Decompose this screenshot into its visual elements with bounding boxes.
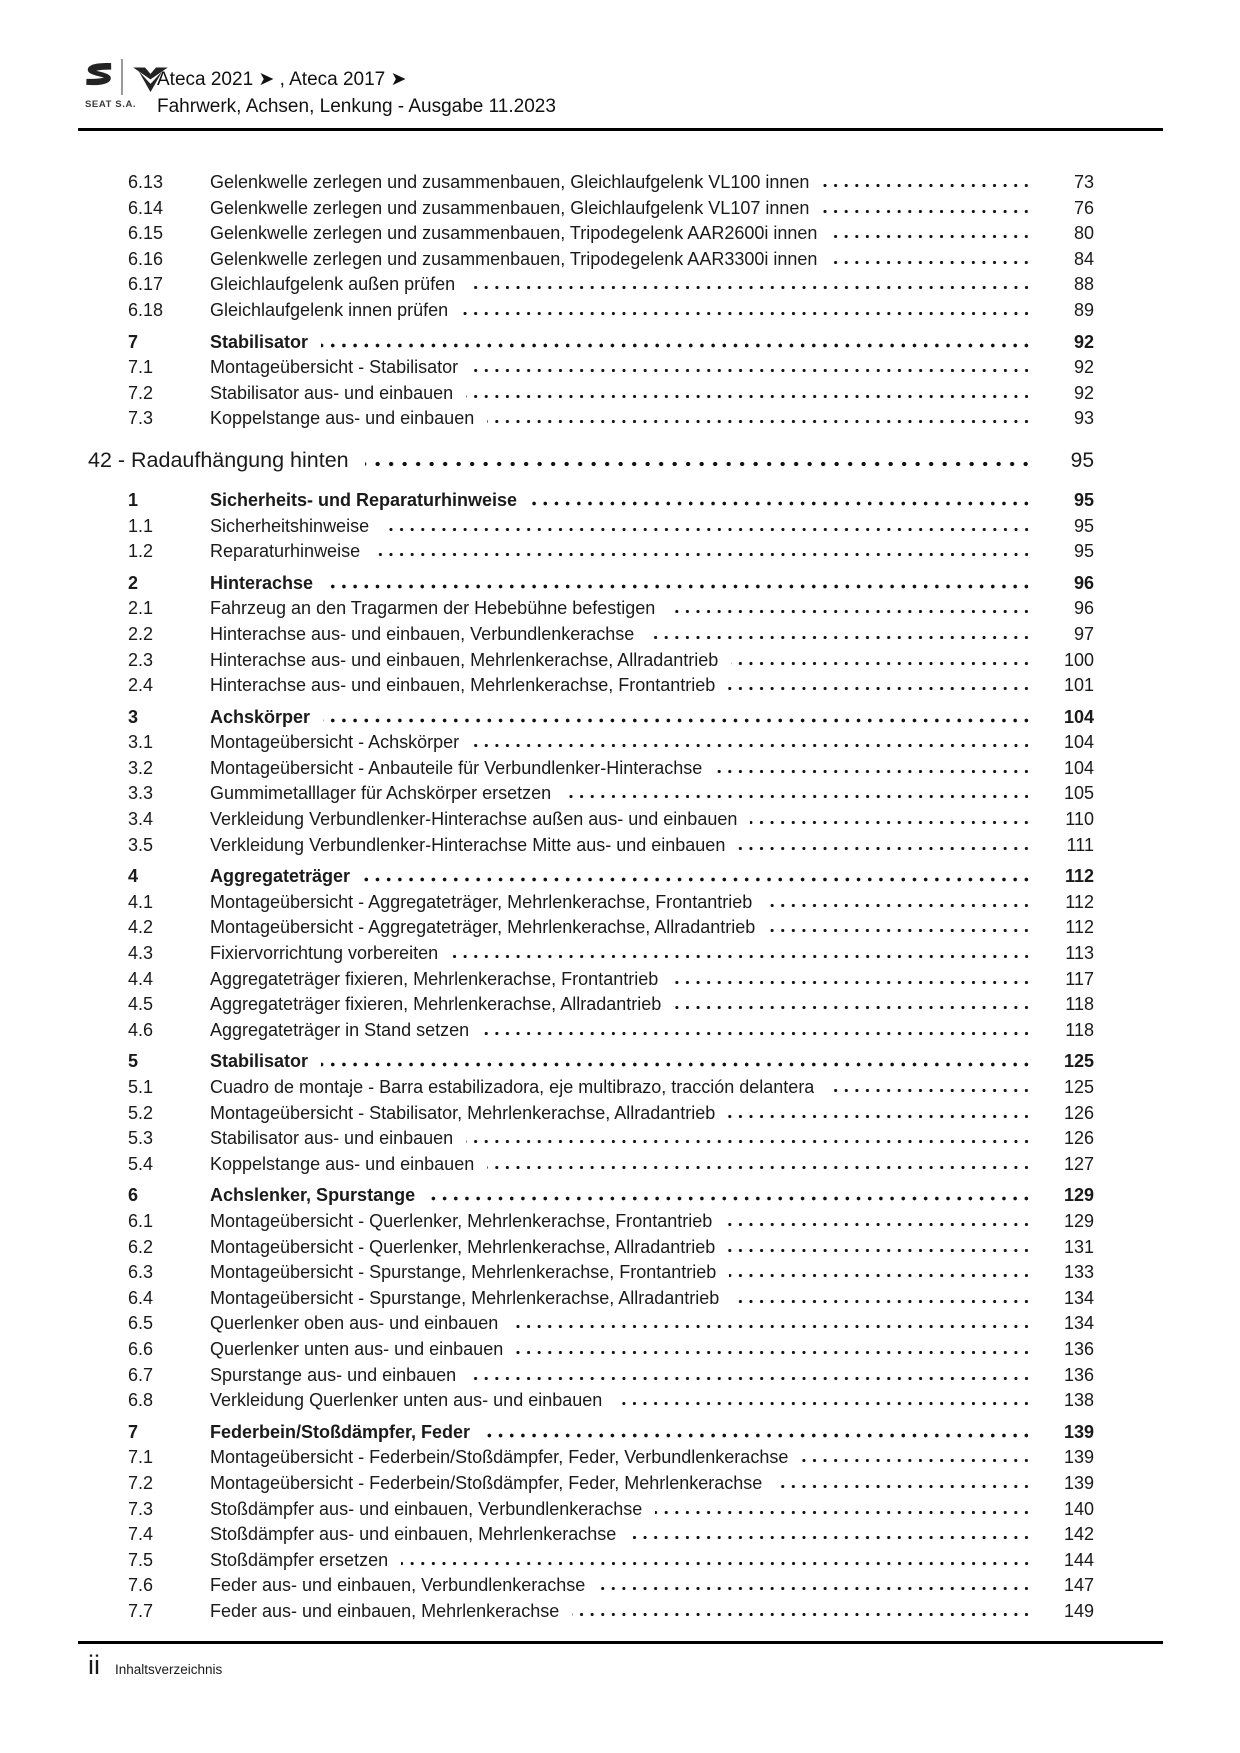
toc-entry-page: 100 <box>1063 649 1094 670</box>
toc-entry-number: 4 <box>128 866 139 887</box>
toc-entry-row[interactable] <box>88 1575 1094 1601</box>
dot-leader <box>365 461 1032 467</box>
toc-entry-row[interactable] <box>88 917 1094 943</box>
toc-entry-title: Hinterachse aus- und einbauen, Mehrlenkerachse, Allradantrieb <box>210 649 719 670</box>
toc-entry-number: 7.1 <box>128 357 154 378</box>
toc-chapter-page: 95 <box>1070 448 1094 472</box>
toc-entry-title: Reparaturhinweise <box>210 541 361 562</box>
toc-entry-row[interactable] <box>88 707 1094 733</box>
dot-leader <box>469 1376 1032 1381</box>
toc-entry-number: 6.17 <box>128 274 164 295</box>
toc-entry-page: 104 <box>1063 706 1094 727</box>
dot-leader <box>775 1484 1032 1489</box>
toc-entry-title: Achslenker, Spurstange <box>210 1185 416 1206</box>
toc-entry-page: 125 <box>1063 1051 1094 1072</box>
toc-entry-title: Stoßdämpfer aus- und einbauen, Verbundlenkerachse <box>210 1498 643 1519</box>
toc-entry-row[interactable] <box>88 408 1094 434</box>
toc-entry-page: 96 <box>1073 572 1094 593</box>
toc-entry-title: Stabilisator <box>210 1051 309 1072</box>
toc-entry-page: 129 <box>1063 1210 1094 1231</box>
toc-entry-page: 97 <box>1073 623 1094 644</box>
dot-leader <box>516 1350 1032 1355</box>
toc-entry-row[interactable] <box>88 198 1094 224</box>
toc-entry-page: 139 <box>1063 1472 1094 1493</box>
dot-leader <box>482 1031 1032 1036</box>
dot-leader <box>572 1612 1032 1617</box>
toc-entry-number: 4.1 <box>128 891 154 912</box>
toc-entry-number: 3 <box>128 706 139 727</box>
toc-entry-number: 4.5 <box>128 994 154 1015</box>
dot-leader <box>511 1324 1032 1329</box>
dot-leader <box>373 552 1032 557</box>
toc-entry-number: 3.2 <box>128 757 154 778</box>
toc-entry-page: 95 <box>1073 489 1094 510</box>
toc-entry-title: Verkleidung Querlenker unten aus- und einbauen <box>210 1390 603 1411</box>
toc-entry-row[interactable] <box>88 1524 1094 1550</box>
toc-entry-number: 6.7 <box>128 1364 154 1385</box>
toc-entry-page: 129 <box>1063 1185 1094 1206</box>
toc-entry-title: Koppelstange aus- und einbauen <box>210 1153 475 1174</box>
header-subtitle-line: Fahrwerk, Achsen, Lenkung - Ausgabe 11.2023 <box>157 95 556 117</box>
toc-entry-page: 80 <box>1073 223 1094 244</box>
toc-entry-number: 5.2 <box>128 1102 154 1123</box>
dot-leader <box>728 1248 1032 1253</box>
toc-chapter-title: 42 - Radaufhängung hinten <box>88 447 349 472</box>
brand-divider <box>121 59 123 95</box>
dot-leader <box>461 311 1032 316</box>
toc-entry-row[interactable] <box>88 357 1094 383</box>
toc-entry-page: 111 <box>1066 834 1094 855</box>
dot-leader <box>732 1299 1032 1304</box>
toc-entry-row[interactable] <box>88 1473 1094 1499</box>
toc-entry-title: Gummimetalllager für Achskörper ersetzen <box>210 783 552 804</box>
toc-entry-page: 88 <box>1073 274 1094 295</box>
dot-leader <box>487 1165 1032 1170</box>
toc-entry-number: 6.15 <box>128 223 164 244</box>
toc-entry-row[interactable] <box>88 1499 1094 1525</box>
toc-entry-number: 6.13 <box>128 172 164 192</box>
footer-rule <box>78 1641 1163 1644</box>
toc-entry-title: Aggregateträger <box>210 866 351 887</box>
dot-leader <box>451 954 1032 959</box>
toc-entry-page: 92 <box>1073 331 1094 352</box>
toc-entry-row[interactable] <box>88 383 1094 409</box>
dot-leader <box>326 584 1032 589</box>
page-footer <box>88 1650 222 1680</box>
toc-entry-page: 127 <box>1063 1153 1094 1174</box>
toc-entry-title: Stoßdämpfer aus- und einbauen, Mehrlenkerachse <box>210 1524 617 1545</box>
toc-entry-page: 126 <box>1063 1102 1094 1123</box>
dot-leader <box>323 718 1032 723</box>
dot-leader <box>363 877 1032 882</box>
toc-entry-number: 3.3 <box>128 783 154 804</box>
toc-entry-title: Montageübersicht - Stabilisator <box>210 357 459 378</box>
toc-entry-page: 142 <box>1063 1524 1094 1545</box>
toc-entry-row[interactable] <box>88 1262 1094 1288</box>
toc-entry-title: Verkleidung Verbundlenker-Hinterachse Mitte aus- und einbauen <box>210 834 726 855</box>
toc-entry-row[interactable] <box>88 809 1094 835</box>
toc-entry-title: Gelenkwelle zerlegen und zusammenbauen, Tripodegelenk AAR2600i innen <box>210 223 818 244</box>
toc-entry-row[interactable] <box>88 732 1094 758</box>
dot-leader <box>830 234 1032 239</box>
toc-entry-row[interactable] <box>88 1365 1094 1391</box>
toc-entry-number: 7 <box>128 1421 139 1442</box>
toc-entry-row[interactable] <box>88 274 1094 300</box>
toc-entry-row[interactable] <box>88 1313 1094 1339</box>
dot-leader <box>321 343 1032 348</box>
dot-leader <box>483 1433 1032 1438</box>
toc-entry-title: Gelenkwelle zerlegen und zusammenbauen, Gleichlaufgelenk VL107 innen <box>210 197 810 218</box>
toc-entry-number: 2.1 <box>128 598 154 619</box>
toc-entry-page: 93 <box>1073 408 1094 429</box>
toc-entry-page: 110 <box>1065 809 1094 830</box>
toc-entry-title: Gleichlaufgelenk innen prüfen <box>210 299 449 320</box>
toc-entry-page: 84 <box>1073 248 1094 269</box>
toc-entry-row[interactable] <box>88 1550 1094 1576</box>
toc-entry-number: 5.1 <box>128 1077 154 1097</box>
toc-entry-page: 118 <box>1065 1019 1094 1040</box>
toc-entry-number: 7.7 <box>128 1600 154 1621</box>
toc-entry-number: 6 <box>128 1185 139 1206</box>
dot-leader <box>487 419 1032 424</box>
toc-entry-page: 134 <box>1063 1287 1094 1308</box>
toc-entry-number: 5.4 <box>128 1153 154 1174</box>
dot-leader <box>715 769 1032 774</box>
toc-entry-number: 5.3 <box>128 1128 154 1149</box>
toc-entry-row[interactable] <box>88 1237 1094 1263</box>
toc-entry-page: 95 <box>1073 541 1094 562</box>
toc-entry-row[interactable] <box>88 541 1094 567</box>
toc-list <box>88 172 1094 1626</box>
toc-entry-title: Aggregateträger in Stand setzen <box>210 1019 470 1040</box>
toc-entry-row[interactable] <box>88 573 1094 599</box>
toc-entry-title: Montageübersicht - Aggregateträger, Mehrlenkerachse, Allradantrieb <box>210 917 756 938</box>
toc-entry-number: 5 <box>128 1051 139 1072</box>
dot-leader <box>615 1401 1032 1406</box>
toc-entry-row[interactable] <box>88 172 1094 198</box>
dot-leader <box>382 527 1032 532</box>
toc-entry-page: 125 <box>1063 1077 1094 1097</box>
dot-leader <box>830 260 1032 265</box>
dot-leader <box>728 1114 1032 1119</box>
toc-entry-page: 118 <box>1065 994 1094 1015</box>
toc-entry-page: 73 <box>1073 172 1094 192</box>
toc-entry-page: 131 <box>1063 1236 1094 1257</box>
toc-entry-row[interactable] <box>88 943 1094 969</box>
toc-entry-number: 6.5 <box>128 1313 154 1334</box>
toc-entry-title: Gleichlaufgelenk außen prüfen <box>210 274 456 295</box>
toc-entry-title: Koppelstange aus- und einbauen <box>210 408 475 429</box>
dot-leader <box>466 1139 1032 1144</box>
toc-entry-number: 7.3 <box>128 1498 154 1519</box>
toc-entry-page: 138 <box>1063 1390 1094 1411</box>
toc-entry-number: 3.1 <box>128 732 154 753</box>
toc-entry-number: 7 <box>128 331 139 352</box>
dot-leader <box>827 1088 1032 1093</box>
toc-entry-page: 105 <box>1063 783 1094 804</box>
toc-entry-row[interactable] <box>88 1154 1094 1180</box>
toc-entry-page: 134 <box>1063 1313 1094 1334</box>
toc-entry-row[interactable] <box>88 624 1094 650</box>
toc-entry-title: Gelenkwelle zerlegen und zusammenbauen, Tripodegelenk AAR3300i innen <box>210 248 818 269</box>
toc-entry-row[interactable] <box>88 675 1094 701</box>
toc-entry-page: 113 <box>1065 943 1094 964</box>
toc-entry-number: 6.1 <box>128 1210 154 1231</box>
toc-entry-row[interactable] <box>88 758 1094 784</box>
dot-leader <box>822 183 1032 188</box>
toc-entry-title: Spurstange aus- und einbauen <box>210 1364 457 1385</box>
toc-entry-page: 139 <box>1063 1447 1094 1468</box>
toc-entry-number: 6.3 <box>128 1262 154 1283</box>
toc-entry-row[interactable] <box>88 1051 1094 1077</box>
toc-entry-number: 6.2 <box>128 1236 154 1257</box>
toc-entry-page: 101 <box>1063 675 1094 696</box>
toc-entry-row[interactable] <box>88 969 1094 995</box>
toc-entry-number: 6.16 <box>128 248 164 269</box>
toc-entry-title: Montageübersicht - Stabilisator, Mehrlenkerachse, Allradantrieb <box>210 1102 716 1123</box>
toc-entry-number: 2.3 <box>128 649 154 670</box>
toc-entry-row[interactable] <box>88 1185 1094 1211</box>
toc-entry-title: Querlenker unten aus- und einbauen <box>210 1338 504 1359</box>
toc-entry-row[interactable] <box>88 1077 1094 1103</box>
dot-leader <box>725 1222 1032 1227</box>
toc-entry-row[interactable] <box>88 1288 1094 1314</box>
toc-entry-row[interactable] <box>88 1020 1094 1046</box>
toc-entry-number: 4.2 <box>128 917 154 938</box>
toc-entry-row[interactable] <box>88 332 1094 358</box>
toc-entry-title: Hinterachse aus- und einbauen, Mehrlenkerachse, Frontantrieb <box>210 675 716 696</box>
toc-entry-page: 126 <box>1063 1128 1094 1149</box>
dot-leader <box>598 1586 1032 1591</box>
toc-entry-title: Feder aus- und einbauen, Mehrlenkerachse <box>210 1600 560 1621</box>
toc-entry-number: 4.3 <box>128 943 154 964</box>
dot-leader <box>401 1561 1032 1566</box>
toc-entry-row[interactable] <box>88 1211 1094 1237</box>
toc-entry-number: 7.1 <box>128 1447 154 1468</box>
toc-entry-number: 6.8 <box>128 1390 154 1411</box>
toc-entry-page: 117 <box>1065 968 1094 989</box>
dot-leader <box>647 635 1032 640</box>
dot-leader <box>564 794 1032 799</box>
toc-entry-title: Stoßdämpfer ersetzen <box>210 1549 389 1570</box>
toc-entry-title: Montageübersicht - Federbein/Stoßdämpfer, Feder, Verbundlenkerachse <box>210 1447 789 1468</box>
dot-leader <box>471 368 1032 373</box>
dot-leader <box>750 820 1032 825</box>
dot-leader <box>668 609 1032 614</box>
toc-entry-row[interactable] <box>88 866 1094 892</box>
toc-entry-page: 112 <box>1064 866 1094 887</box>
toc-entry-number: 1.2 <box>128 541 154 562</box>
header-rule <box>78 128 1163 131</box>
toc-entry-page: 147 <box>1063 1575 1094 1596</box>
dot-leader <box>765 903 1032 908</box>
toc-entry-row[interactable] <box>88 1447 1094 1473</box>
toc-entry-title: Verkleidung Verbundlenker-Hinterachse außen aus- und einbauen <box>210 809 738 830</box>
toc-entry-row[interactable] <box>88 516 1094 542</box>
toc-entry-page: 112 <box>1065 891 1094 912</box>
toc-entry-page: 136 <box>1063 1364 1094 1385</box>
toc-entry-row[interactable] <box>88 1422 1094 1448</box>
dot-leader <box>729 1273 1032 1278</box>
toc-entry-page: 140 <box>1063 1498 1094 1519</box>
toc-entry-page: 76 <box>1073 197 1094 218</box>
toc-entry-row[interactable] <box>88 598 1094 624</box>
footer-page-number: ii <box>88 1650 100 1680</box>
toc-entry-title: Stabilisator <box>210 331 309 352</box>
toc-entry-row[interactable] <box>88 994 1094 1020</box>
toc-entry-number: 7.3 <box>128 408 154 429</box>
toc-entry-title: Montageübersicht - Spurstange, Mehrlenkerachse, Frontantrieb <box>210 1262 717 1283</box>
toc-entry-number: 7.4 <box>128 1524 154 1545</box>
toc-entry-title: Montageübersicht - Federbein/Stoßdämpfer, Feder, Mehrlenkerachse <box>210 1472 763 1493</box>
toc-entry-row[interactable] <box>88 783 1094 809</box>
toc-entry-title: Feder aus- und einbauen, Verbundlenkerachse <box>210 1575 586 1596</box>
toc-entry-number: 2.4 <box>128 675 154 696</box>
seat-logo-icon <box>85 61 112 94</box>
toc-entry-row[interactable] <box>88 892 1094 918</box>
toc-entry-title: Montageübersicht - Achskörper <box>210 732 460 753</box>
dot-leader <box>468 285 1032 290</box>
dot-leader <box>466 394 1032 399</box>
dot-leader <box>822 209 1032 214</box>
toc-entry-page: 144 <box>1063 1549 1094 1570</box>
toc-entry-row[interactable] <box>88 490 1094 516</box>
toc-entry-title: Montageübersicht - Anbauteile für Verbundlenker-Hinterachse <box>210 757 703 778</box>
dot-leader <box>801 1458 1032 1463</box>
company-name: SEAT S.A. <box>85 99 137 110</box>
toc-entry-title: Federbein/Stoßdämpfer, Feder <box>210 1421 471 1442</box>
dot-leader <box>728 686 1032 691</box>
toc-entry-title: Sicherheitshinweise <box>210 515 370 536</box>
toc-entry-number: 6.14 <box>128 197 164 218</box>
dot-leader <box>629 1535 1032 1540</box>
toc-entry-title: Montageübersicht - Aggregateträger, Mehrlenkerachse, Frontantrieb <box>210 891 753 912</box>
toc-entry-row[interactable] <box>88 1339 1094 1365</box>
toc-entry-number: 7.2 <box>128 382 154 403</box>
dot-leader <box>738 846 1032 851</box>
toc-entry-number: 3.4 <box>128 809 154 830</box>
header-models-line: Ateca 2021 ➤ , Ateca 2017 ➤ <box>157 69 407 90</box>
toc-entry-number: 1.1 <box>128 515 154 536</box>
toc-entry-title: Stabilisator aus- und einbauen <box>210 1128 454 1149</box>
toc-entry-number: 3.5 <box>128 834 154 855</box>
toc-entry-number: 7.6 <box>128 1575 154 1596</box>
toc-entry-number: 4.6 <box>128 1019 154 1040</box>
toc-entry-title: Aggregateträger fixieren, Mehrlenkerachse, Frontantrieb <box>210 968 659 989</box>
dot-leader <box>655 1510 1032 1515</box>
toc-entry-title: Montageübersicht - Querlenker, Mehrlenkerachse, Allradantrieb <box>210 1236 716 1257</box>
toc-entry-number: 7.5 <box>128 1549 154 1570</box>
toc-entry-page: 104 <box>1063 732 1094 753</box>
toc-entry-title: Montageübersicht - Querlenker, Mehrlenkerachse, Frontantrieb <box>210 1210 713 1231</box>
toc-entry-page: 139 <box>1063 1421 1094 1442</box>
toc-entry-title: Achskörper <box>210 706 311 727</box>
toc-entry-number: 7.2 <box>128 1472 154 1493</box>
dot-leader <box>731 661 1032 666</box>
toc-entry-number: 2.2 <box>128 623 154 644</box>
dot-leader <box>674 1005 1032 1010</box>
toc-chapter-row[interactable] <box>88 448 1094 482</box>
dot-leader <box>768 928 1032 933</box>
toc-entry-number: 6.4 <box>128 1287 154 1308</box>
toc-entry-title: Querlenker oben aus- und einbauen <box>210 1313 499 1334</box>
toc-entry-row[interactable] <box>88 1601 1094 1627</box>
toc-entry-title: Hinterachse <box>210 572 314 593</box>
toc-entry-page: 89 <box>1073 299 1094 320</box>
toc-entry-title: Sicherheits- und Reparaturhinweise <box>210 489 518 510</box>
toc-entry-page: 96 <box>1073 598 1094 619</box>
toc-entry-page: 104 <box>1063 757 1094 778</box>
page-header <box>85 58 1170 117</box>
toc-entry-title: Cuadro de montaje - Barra estabilizadora, eje multibrazo, tracción delantera <box>210 1077 815 1097</box>
toc-entry-page: 149 <box>1063 1600 1094 1621</box>
header-text <box>157 67 556 120</box>
toc-entry-number: 6.18 <box>128 299 164 320</box>
toc-entry-title: Fixiervorrichtung vorbereiten <box>210 943 439 964</box>
toc-entry-page: 112 <box>1065 917 1094 938</box>
footer-label: Inhaltsverzeichnis <box>115 1662 223 1677</box>
dot-leader <box>472 743 1032 748</box>
toc-entry-title: Montageübersicht - Spurstange, Mehrlenkerachse, Allradantrieb <box>210 1287 720 1308</box>
toc-entry-page: 136 <box>1063 1338 1094 1359</box>
toc-entry-row[interactable] <box>88 249 1094 275</box>
toc-entry-row[interactable] <box>88 223 1094 249</box>
toc-entry-title: Hinterachse aus- und einbauen, Verbundlenkerachse <box>210 623 635 644</box>
toc-entry-page: 95 <box>1073 515 1094 536</box>
toc-entry-number: 6.6 <box>128 1338 154 1359</box>
toc-entry-number: 4.4 <box>128 968 154 989</box>
toc-entry-number: 2 <box>128 572 139 593</box>
toc-entry-number: 1 <box>128 489 139 510</box>
toc-entry-page: 92 <box>1073 382 1094 403</box>
toc-entry-title: Gelenkwelle zerlegen und zusammenbauen, Gleichlaufgelenk VL100 innen <box>210 172 810 192</box>
dot-leader <box>428 1196 1032 1201</box>
dot-leader <box>530 501 1032 506</box>
toc-entry-page: 92 <box>1073 357 1094 378</box>
toc-entry-title: Stabilisator aus- und einbauen <box>210 382 454 403</box>
dot-leader <box>321 1062 1032 1067</box>
toc-entry-title: Aggregateträger fixieren, Mehrlenkerachse, Allradantrieb <box>210 994 662 1015</box>
toc-entry-title: Fahrzeug an den Tragarmen der Hebebühne befestigen <box>210 598 656 619</box>
toc-entry-row[interactable] <box>88 835 1094 861</box>
toc-entry-page: 133 <box>1063 1262 1094 1283</box>
toc-entry-row[interactable] <box>88 1103 1094 1129</box>
toc-entry-row[interactable] <box>88 300 1094 326</box>
toc-entry-row[interactable] <box>88 1128 1094 1154</box>
toc-entry-row[interactable] <box>88 650 1094 676</box>
dot-leader <box>671 980 1032 985</box>
toc-entry-row[interactable] <box>88 1390 1094 1416</box>
